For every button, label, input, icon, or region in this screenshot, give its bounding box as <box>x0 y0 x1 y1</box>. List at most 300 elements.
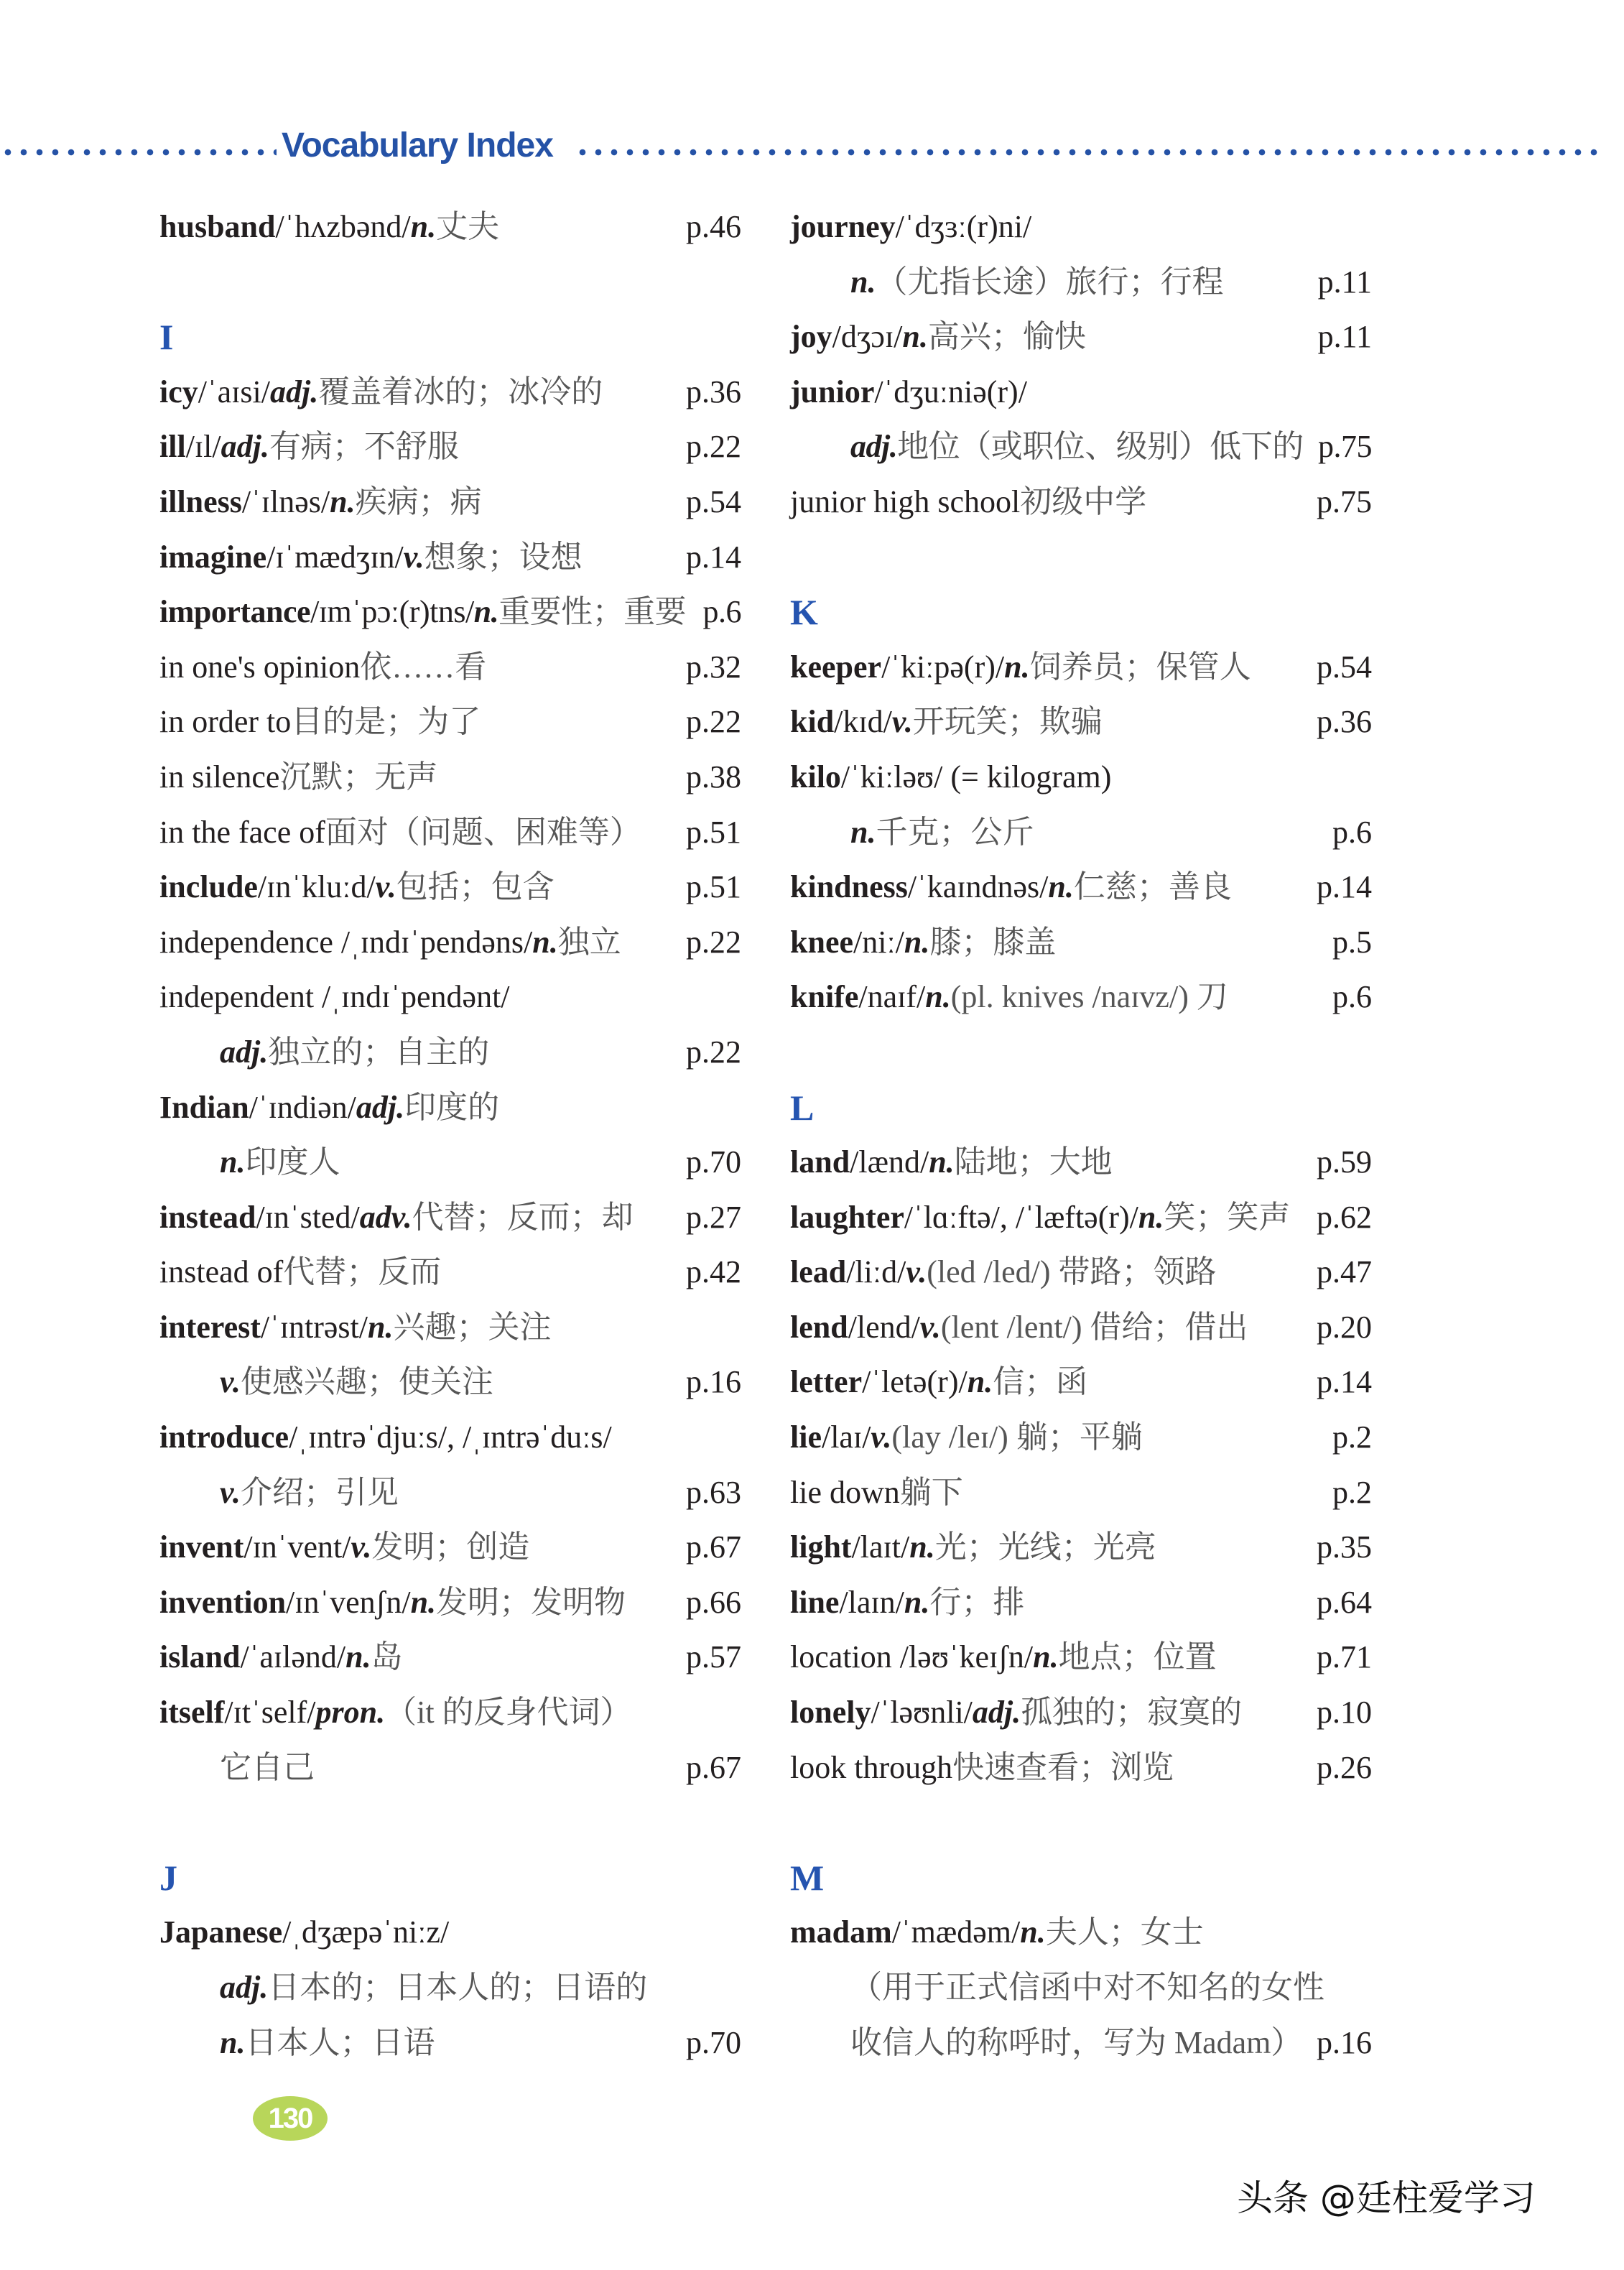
vocabulary-entry <box>159 915 741 970</box>
vocabulary-column-left <box>159 200 741 2070</box>
entry-definition: 日本人；日语 <box>245 2024 435 2060</box>
entry-definition: 地点；位置 <box>1058 1639 1217 1675</box>
entry-phonetic: /ˈɪndiən/ <box>249 1089 356 1125</box>
entry-definition: 包括；包含 <box>396 869 555 905</box>
entry-phonetic: location /ləʊˈkeɪʃn/ <box>790 1639 1034 1675</box>
spacer-row <box>790 1025 1372 1080</box>
vocabulary-entry <box>159 1905 741 1960</box>
entry-part-of-speech: v. <box>220 1364 241 1400</box>
entry-definition: 印度人 <box>245 1144 340 1180</box>
entry-definition: 兴趣；关注 <box>393 1309 552 1345</box>
entry-phonetic: /ɪnˈvenʃn/ <box>286 1584 411 1620</box>
vocabulary-entry <box>790 1575 1372 1631</box>
entry-definition: （用于正式信函中对不知名的女性 <box>850 1970 1324 2005</box>
entry-phonetic: look through <box>790 1749 953 1785</box>
vocabulary-entry <box>790 420 1372 475</box>
entry-phonetic: /ˈhʌzbənd/ <box>275 209 411 244</box>
entry-phonetic: /dʒɔɪ/ <box>832 319 903 355</box>
vocabulary-entry <box>159 970 741 1025</box>
letter-heading: K <box>790 592 818 633</box>
entry-definition: 孤独的；寂寞的 <box>1021 1695 1243 1731</box>
entry-definition: 高兴；愉快 <box>927 319 1086 355</box>
entry-phonetic: /ɪnˈvent/ <box>243 1529 351 1565</box>
entry-page-ref: p.14 <box>1317 1364 1372 1400</box>
entry-definition: 沉默；无声 <box>279 759 438 795</box>
entry-page-ref: p.22 <box>686 924 741 960</box>
vocabulary-entry <box>159 2016 741 2071</box>
entry-page-ref: p.42 <box>686 1254 741 1290</box>
vocabulary-entry <box>159 640 741 695</box>
entry-page-ref: p.11 <box>1317 264 1372 300</box>
entry-definition: (pl. knives /naɪvz/) 刀 <box>950 979 1228 1015</box>
entry-headword: importance <box>159 594 311 630</box>
entry-phonetic: /ɪnˈsted/ <box>256 1199 360 1235</box>
entry-page-ref: p.26 <box>1317 1749 1372 1785</box>
entry-part-of-speech: v. <box>906 1254 927 1290</box>
entry-phonetic: /naɪf/ <box>858 979 926 1015</box>
entry-headword: lead <box>790 1254 847 1290</box>
letter-heading-row <box>790 1080 1372 1136</box>
entry-page-ref: p.2 <box>1332 1474 1372 1510</box>
entry-definition: 它自己 <box>220 1749 315 1785</box>
letter-heading: J <box>159 1857 177 1898</box>
entry-headword: keeper <box>790 649 882 685</box>
entry-part-of-speech: v. <box>871 1419 892 1455</box>
entry-definition: 丈夫 <box>436 209 500 244</box>
vocabulary-entry <box>790 310 1372 365</box>
entry-headword: invention <box>159 1584 287 1620</box>
entry-page-ref: p.36 <box>686 374 741 409</box>
vocabulary-entry <box>159 695 741 750</box>
entry-page-ref: p.64 <box>1317 1584 1372 1620</box>
vocabulary-entry <box>790 1630 1372 1685</box>
vocabulary-entry <box>159 1080 741 1136</box>
entry-part-of-speech: n. <box>929 1144 955 1180</box>
letter-heading-row <box>790 585 1372 640</box>
entry-page-ref: p.75 <box>1318 429 1372 465</box>
entry-page-ref: p.70 <box>686 1144 741 1180</box>
entry-page-ref: p.6 <box>702 594 741 630</box>
vocabulary-entry <box>159 585 741 640</box>
entry-headword: knee <box>790 924 853 960</box>
entry-phonetic: in one's opinion <box>159 649 361 685</box>
entry-part-of-speech: n. <box>473 594 499 630</box>
entry-part-of-speech: adj. <box>221 429 269 465</box>
page-number-badge: 130 <box>253 2096 328 2141</box>
entry-definition: 开玩笑；欺骗 <box>912 704 1103 740</box>
letter-heading: M <box>790 1857 825 1898</box>
entry-phonetic: /liːd/ <box>846 1254 906 1290</box>
entry-part-of-speech: adj. <box>972 1695 1021 1731</box>
entry-definition: 想象；设想 <box>424 539 583 575</box>
entry-headword: itself <box>159 1695 225 1731</box>
entry-headword: lend <box>790 1309 848 1345</box>
vocabulary-entry <box>790 365 1372 420</box>
entry-definition: 信；函 <box>993 1364 1088 1400</box>
entry-phonetic: /ɪmˈpɔː(r)tns/ <box>310 594 474 630</box>
entry-headword: journey <box>790 209 896 244</box>
entry-headword: lonely <box>790 1695 871 1731</box>
entry-part-of-speech: n. <box>220 2024 246 2060</box>
vocabulary-entry <box>159 1355 741 1410</box>
vocabulary-entry <box>159 1245 741 1300</box>
entry-part-of-speech: v. <box>403 539 424 575</box>
vocabulary-entry <box>159 475 741 530</box>
entry-headword: kilo <box>790 759 841 795</box>
entry-definition: 有病；不舒服 <box>269 429 459 465</box>
vocabulary-entry <box>159 530 741 585</box>
entry-page-ref: p.14 <box>686 539 741 575</box>
entry-phonetic: independent /ˌɪndɪˈpendənt/ <box>159 979 510 1015</box>
entry-definition: 光；光线；光亮 <box>934 1529 1156 1565</box>
entry-page-ref: p.51 <box>686 869 741 905</box>
entry-definition: 独立 <box>557 924 621 960</box>
spacer-row <box>159 1795 741 1850</box>
entry-phonetic: /ˈkiːpə(r)/ <box>881 649 1005 685</box>
entry-part-of-speech: n. <box>850 264 876 300</box>
entry-definition: 快速查看；浏览 <box>952 1749 1174 1785</box>
entry-page-ref: p.22 <box>686 1034 741 1070</box>
entry-page-ref: p.62 <box>1317 1199 1372 1235</box>
entry-phonetic: /kɪd/ <box>834 704 892 740</box>
entry-page-ref: p.27 <box>686 1199 741 1235</box>
entry-headword: include <box>159 869 258 905</box>
entry-headword: ill <box>159 429 186 465</box>
entry-definition: 饲养员；保管人 <box>1029 649 1251 685</box>
entry-page-ref: p.54 <box>1317 649 1372 685</box>
vocabulary-entry <box>159 860 741 915</box>
entry-definition: 发明；创造 <box>371 1529 530 1565</box>
entry-part-of-speech: n. <box>925 979 951 1015</box>
vocabulary-entry <box>159 365 741 420</box>
entry-page-ref: p.16 <box>1317 2024 1372 2060</box>
entry-phonetic: lie down <box>790 1474 900 1510</box>
entry-page-ref: p.2 <box>1332 1419 1372 1455</box>
spacer-row <box>159 255 741 310</box>
entry-page-ref: p.47 <box>1317 1254 1372 1290</box>
vocabulary-entry <box>159 1135 741 1190</box>
entry-phonetic: in the face of <box>159 814 325 850</box>
vocabulary-entry <box>159 1520 741 1575</box>
entry-definition: 初级中学 <box>1020 483 1147 519</box>
entry-part-of-speech: v. <box>891 704 913 740</box>
letter-heading-row <box>159 310 741 365</box>
entry-part-of-speech: v. <box>919 1309 941 1345</box>
entry-page-ref: p.51 <box>686 814 741 850</box>
vocabulary-entry <box>790 475 1372 530</box>
entry-part-of-speech: n. <box>904 924 930 960</box>
spacer-row <box>790 1795 1372 1850</box>
entry-definition: 疾病；病 <box>355 483 482 519</box>
vocabulary-entry <box>790 915 1372 970</box>
entry-headword: joy <box>790 319 832 355</box>
vocabulary-entry <box>159 1685 741 1741</box>
entry-part-of-speech: n. <box>1004 649 1030 685</box>
entry-definition: 覆盖着冰的；冰冷的 <box>318 374 603 409</box>
vocabulary-entry <box>790 1905 1372 1960</box>
entry-page-ref: p.32 <box>686 649 741 685</box>
entry-part-of-speech: n. <box>902 319 928 355</box>
vocabulary-entry <box>790 640 1372 695</box>
vocabulary-entry <box>159 1465 741 1521</box>
entry-definition: 地位（或职位、级别）低下的 <box>897 429 1304 465</box>
spacer-row <box>790 530 1372 585</box>
vocabulary-entry <box>159 1410 741 1465</box>
entry-part-of-speech: n. <box>850 814 876 850</box>
entry-part-of-speech: n. <box>904 1584 930 1620</box>
vocabulary-entry <box>790 1685 1372 1741</box>
entry-definition: 介绍；引见 <box>240 1474 399 1510</box>
vocabulary-entry <box>790 1741 1372 1796</box>
entry-headword: introduce <box>159 1419 289 1455</box>
vocabulary-entry <box>790 1190 1372 1246</box>
entry-definition: 躺下 <box>899 1474 963 1510</box>
entry-part-of-speech: n. <box>410 209 437 244</box>
entry-page-ref: p.54 <box>686 483 741 519</box>
entry-part-of-speech: n. <box>532 924 558 960</box>
entry-definition: 行；排 <box>929 1584 1025 1620</box>
entry-headword: illness <box>159 483 242 519</box>
entry-definition: 笑；笑声 <box>1164 1199 1291 1235</box>
entry-part-of-speech: v. <box>220 1474 241 1510</box>
entry-part-of-speech: v. <box>375 869 396 905</box>
entry-page-ref: p.57 <box>686 1639 741 1675</box>
entry-definition: 日本的；日本人的；日语的 <box>268 1970 648 2005</box>
vocabulary-entry <box>159 1300 741 1356</box>
entry-definition: 夫人；女士 <box>1045 1914 1204 1950</box>
entry-definition: 印度的 <box>404 1089 500 1125</box>
entry-part-of-speech: pron. <box>315 1695 386 1731</box>
entry-page-ref: p.46 <box>686 209 741 244</box>
entry-headword: kid <box>790 704 835 740</box>
vocabulary-entry <box>159 200 741 255</box>
entry-part-of-speech: adj. <box>850 429 898 465</box>
entry-part-of-speech: adj. <box>220 1970 269 2005</box>
entry-page-ref: p.63 <box>686 1474 741 1510</box>
entry-part-of-speech: n. <box>1048 869 1074 905</box>
entry-page-ref: p.6 <box>1332 814 1372 850</box>
vocabulary-entry <box>159 1025 741 1080</box>
vocabulary-entry <box>790 695 1372 750</box>
entry-headword: lie <box>790 1419 822 1455</box>
letter-heading-row <box>790 1850 1372 1906</box>
entry-phonetic: /lend/ <box>848 1309 920 1345</box>
entry-page-ref: p.67 <box>686 1749 741 1785</box>
vocabulary-entry <box>159 1630 741 1685</box>
entry-headword: letter <box>790 1364 863 1400</box>
entry-part-of-speech: n. <box>345 1639 371 1675</box>
entry-definition: 膝；膝盖 <box>929 924 1057 960</box>
entry-headword: light <box>790 1529 852 1565</box>
entry-phonetic: /ˈaɪlənd/ <box>240 1639 346 1675</box>
entry-definition: 使感兴趣；使关注 <box>240 1364 493 1400</box>
vocabulary-entry <box>790 2016 1372 2071</box>
entry-definition: (lay /leɪ/) 躺；平躺 <box>891 1419 1143 1455</box>
entry-definition: (lent /lent/) 借给；借出 <box>940 1309 1248 1345</box>
entry-definition: 岛 <box>371 1639 403 1675</box>
entry-headword: invent <box>159 1529 244 1565</box>
letter-heading: L <box>790 1087 815 1128</box>
vocabulary-entry <box>159 805 741 861</box>
entry-definition: 代替；反而 <box>283 1254 442 1290</box>
entry-phonetic: /ɪl/ <box>185 429 221 465</box>
vocabulary-entry <box>159 750 741 805</box>
entry-definition: 仁慈；善良 <box>1073 869 1232 905</box>
entry-phonetic: /ˈmædəm/ <box>891 1914 1021 1950</box>
entry-phonetic: /ɪˈmædʒɪn/ <box>266 539 404 575</box>
vocabulary-entry <box>790 805 1372 861</box>
vocabulary-entry <box>790 255 1372 310</box>
entry-part-of-speech: adj. <box>269 374 319 409</box>
entry-page-ref: p.67 <box>686 1529 741 1565</box>
letter-heading: I <box>159 317 174 358</box>
entry-page-ref: p.35 <box>1317 1529 1372 1565</box>
entry-phonetic: /niː/ <box>853 924 904 960</box>
entry-headword: Indian <box>159 1089 249 1125</box>
entry-phonetic: in silence <box>159 759 280 795</box>
entry-headword: land <box>790 1144 850 1180</box>
entry-phonetic: /ˈdʒuːniə(r)/ <box>874 374 1027 409</box>
entry-headword: madam <box>790 1914 892 1950</box>
vocabulary-entry <box>790 860 1372 915</box>
entry-definition: 重要性；重要 <box>498 594 687 630</box>
entry-headword: instead <box>159 1199 256 1235</box>
entry-phonetic: /ˈkiːləʊ/ (= kilogram) <box>840 759 1112 795</box>
entry-part-of-speech: v. <box>351 1529 372 1565</box>
entry-definition: 发明；发明物 <box>436 1584 626 1620</box>
vocabulary-entry <box>790 1245 1372 1300</box>
letter-heading-row <box>159 1850 741 1906</box>
dotted-rule-right <box>575 149 1602 156</box>
entry-phonetic: /ˌdʒæpəˈniːz/ <box>282 1914 450 1950</box>
entry-definition: (led /led/) 带路；领路 <box>927 1254 1217 1290</box>
entry-phonetic: /ɪnˈkluːd/ <box>257 869 376 905</box>
entry-phonetic: /lænd/ <box>850 1144 929 1180</box>
entry-headword: Japanese <box>159 1914 283 1950</box>
entry-page-ref: p.66 <box>686 1584 741 1620</box>
entry-part-of-speech: n. <box>967 1364 993 1400</box>
entry-page-ref: p.75 <box>1317 483 1372 519</box>
entry-part-of-speech: adj. <box>356 1089 405 1125</box>
entry-headword: line <box>790 1584 840 1620</box>
entry-part-of-speech: n. <box>1020 1914 1046 1950</box>
entry-page-ref: p.22 <box>686 704 741 740</box>
entry-definition: 千克；公斤 <box>876 814 1034 850</box>
entry-page-ref: p.14 <box>1317 869 1372 905</box>
page-header <box>0 126 1602 176</box>
entry-page-ref: p.59 <box>1317 1144 1372 1180</box>
entry-page-ref: p.36 <box>1317 704 1372 740</box>
entry-phonetic: /ˈdʒɜː(r)ni/ <box>895 209 1032 244</box>
entry-headword: husband <box>159 209 276 244</box>
entry-page-ref: p.71 <box>1317 1639 1372 1675</box>
entry-definition: 代替；反而；却 <box>412 1199 634 1235</box>
entry-part-of-speech: n. <box>220 1144 246 1180</box>
entry-phonetic: /ˈkaɪndnəs/ <box>907 869 1049 905</box>
entry-headword: interest <box>159 1309 261 1345</box>
entry-part-of-speech: adv. <box>359 1199 412 1235</box>
vocabulary-entry <box>159 1190 741 1246</box>
dotted-rule-left <box>0 149 277 156</box>
entry-phonetic: /laɪ/ <box>821 1419 871 1455</box>
entry-phonetic: /ˈɪntrəst/ <box>260 1309 368 1345</box>
entry-phonetic: /ɪtˈself/ <box>224 1695 316 1731</box>
entry-headword: icy <box>159 374 198 409</box>
entry-phonetic: /laɪn/ <box>839 1584 904 1620</box>
entry-page-ref: p.70 <box>686 2024 741 2060</box>
entry-phonetic: /ˌɪntrəˈdjuːs/, /ˌɪntrəˈduːs/ <box>289 1419 612 1455</box>
vocabulary-entry <box>790 200 1372 255</box>
entry-phonetic: /ˈləʊnli/ <box>871 1695 973 1731</box>
vocabulary-entry <box>159 1575 741 1631</box>
entry-definition: （尤指长途）旅行；行程 <box>876 264 1224 300</box>
entry-headword: knife <box>790 979 859 1015</box>
entry-page-ref: p.38 <box>686 759 741 795</box>
entry-part-of-speech: n. <box>909 1529 935 1565</box>
entry-definition: 陆地；大地 <box>954 1144 1113 1180</box>
entry-phonetic: in order to <box>159 704 292 740</box>
entry-part-of-speech: n. <box>1033 1639 1059 1675</box>
entry-definition: 面对（问题、困难等） <box>325 814 641 850</box>
entry-page-ref: p.11 <box>1317 319 1372 355</box>
entry-headword: laughter <box>790 1199 904 1235</box>
vocabulary-entry <box>790 1355 1372 1410</box>
entry-headword: junior <box>790 374 875 409</box>
entry-definition: 收信人的称呼时，写为 Madam） <box>850 2024 1303 2060</box>
entry-definition: 独立的；自主的 <box>268 1034 490 1070</box>
entry-part-of-speech: n. <box>1138 1199 1164 1235</box>
watermark: 头条 @廷柱爱学习 <box>1237 2177 1536 2219</box>
vocabulary-entry <box>790 1960 1372 2016</box>
vocabulary-entry <box>790 750 1372 805</box>
entry-page-ref: p.10 <box>1317 1695 1372 1731</box>
entry-definition: 目的是；为了 <box>291 704 481 740</box>
page-title: Vocabulary Index <box>282 126 553 165</box>
entry-page-ref: p.16 <box>686 1364 741 1400</box>
entry-definition: （it 的反身代词） <box>385 1695 632 1731</box>
vocabulary-entry <box>159 420 741 475</box>
entry-phonetic: /laɪt/ <box>851 1529 910 1565</box>
entry-headword: kindness <box>790 869 908 905</box>
entry-definition: 依……看 <box>360 649 487 685</box>
entry-phonetic: independence /ˌɪndɪˈpendəns/ <box>159 924 533 960</box>
vocabulary-entry <box>790 1520 1372 1575</box>
entry-part-of-speech: n. <box>410 1584 437 1620</box>
vocabulary-entry <box>790 1135 1372 1190</box>
vocabulary-entry <box>790 970 1372 1025</box>
entry-phonetic: /ˈɪlnəs/ <box>241 483 330 519</box>
entry-page-ref: p.20 <box>1317 1309 1372 1345</box>
entry-part-of-speech: n. <box>368 1309 394 1345</box>
entry-phonetic: /ˈlɑːftə/, /ˈlæftə(r)/ <box>904 1199 1138 1235</box>
entry-headword: island <box>159 1639 241 1675</box>
entry-phonetic: instead of <box>159 1254 284 1290</box>
entry-phonetic: junior high school <box>790 483 1021 519</box>
entry-page-ref: p.5 <box>1332 924 1372 960</box>
entry-part-of-speech: n. <box>330 483 356 519</box>
entry-headword: imagine <box>159 539 267 575</box>
entry-page-ref: p.22 <box>686 429 741 465</box>
entry-page-ref: p.6 <box>1332 979 1372 1015</box>
vocabulary-entry <box>159 1741 741 1796</box>
entry-part-of-speech: adj. <box>220 1034 269 1070</box>
vocabulary-column-right <box>790 200 1372 2070</box>
entry-phonetic: /ˈletə(r)/ <box>862 1364 968 1400</box>
vocabulary-entry <box>790 1465 1372 1521</box>
vocabulary-entry <box>159 1960 741 2016</box>
entry-phonetic: /ˈaɪsi/ <box>198 374 270 409</box>
vocabulary-entry <box>790 1410 1372 1465</box>
